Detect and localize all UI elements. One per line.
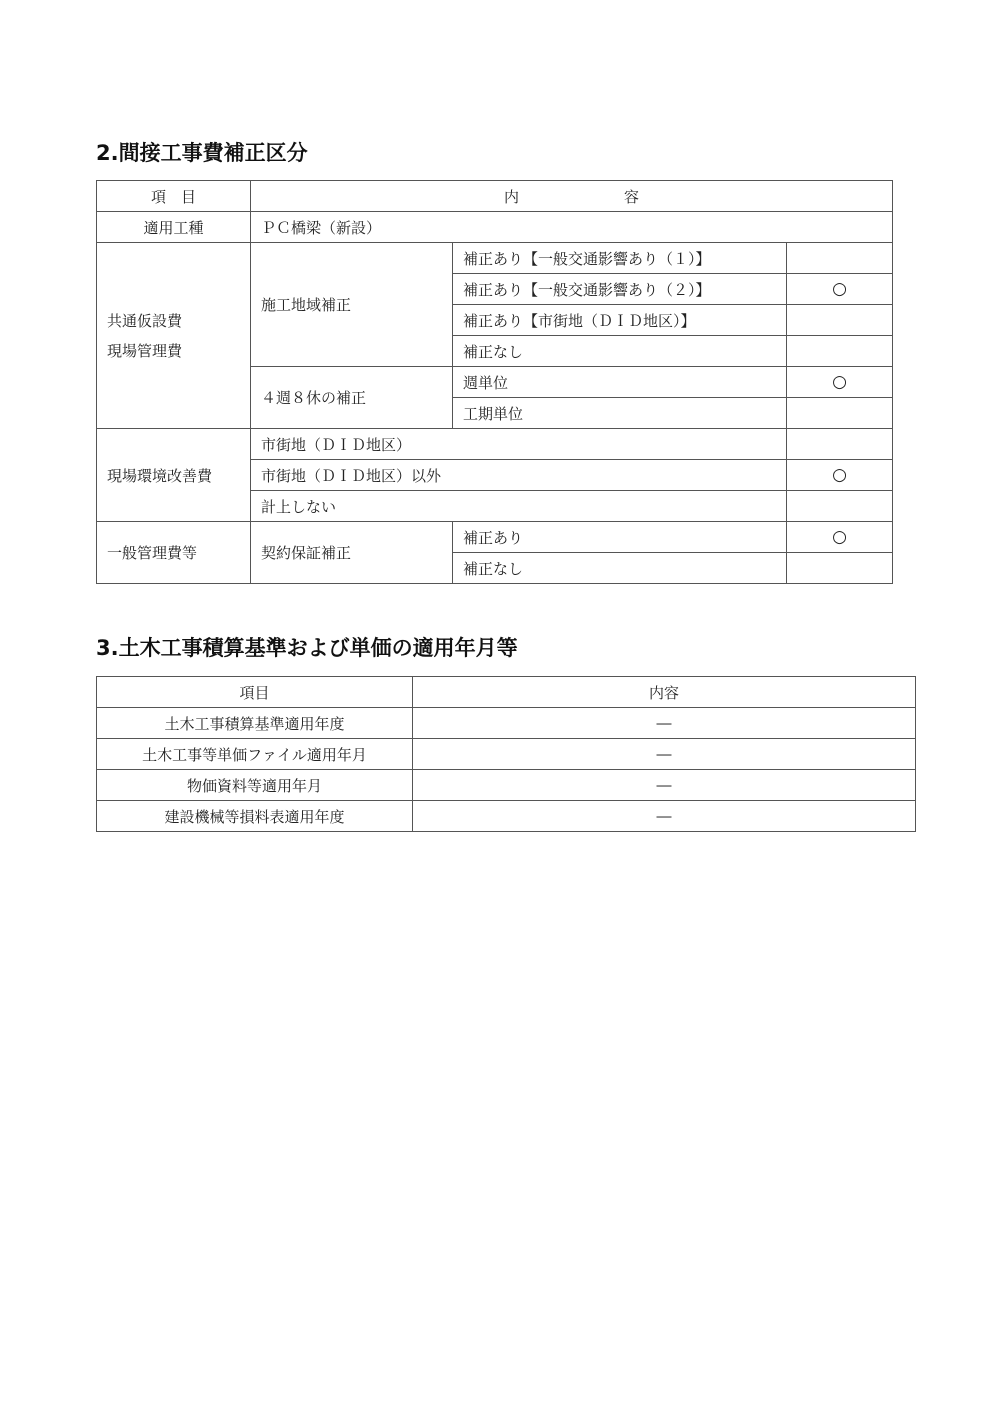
- option-mark: [787, 336, 893, 367]
- header-content: 内 容: [251, 181, 893, 212]
- option-mark: [787, 305, 893, 336]
- table-row: [97, 801, 916, 832]
- applicable-label: 適用工種: [97, 212, 251, 243]
- header-item: 項 目: [97, 181, 251, 212]
- row-value: ―: [413, 739, 916, 770]
- env-improvement-label: 現場環境改善費: [97, 429, 251, 522]
- option-mark: [787, 398, 893, 429]
- option-text: 工期単位: [453, 398, 787, 429]
- table-header-row: [97, 677, 916, 708]
- common-cost-label: [97, 243, 251, 429]
- table-row: [97, 212, 893, 243]
- section-3-title: 3.土木工事積算基準および単価の適用年月等: [96, 636, 518, 660]
- option-mark: [787, 553, 893, 584]
- header-content: 内容: [413, 677, 916, 708]
- week-correction-label: ４週８休の補正: [251, 367, 453, 429]
- option-mark: ○: [787, 460, 893, 491]
- general-admin-label: 一般管理費等: [97, 522, 251, 584]
- table-row: [97, 429, 893, 460]
- option-text: 補正あり【一般交通影響あり（１）】: [453, 243, 787, 274]
- row-item: 建設機械等損料表適用年度: [97, 801, 413, 832]
- option-text: 補正なし: [453, 336, 787, 367]
- option-text: 補正なし: [453, 553, 787, 584]
- option-text: 計上しない: [251, 491, 787, 522]
- row-item: 土木工事等単価ファイル適用年月: [97, 739, 413, 770]
- option-text: 補正あり: [453, 522, 787, 553]
- option-text: 補正あり【一般交通影響あり（２）】: [453, 274, 787, 305]
- table-row: [97, 739, 916, 770]
- option-mark: [787, 243, 893, 274]
- row-value: ―: [413, 801, 916, 832]
- header-item: 項目: [97, 677, 413, 708]
- indirect-cost-correction-table: [96, 180, 893, 584]
- table-header-row: [97, 181, 893, 212]
- option-mark: [787, 429, 893, 460]
- table-row: [97, 522, 893, 553]
- applicable-value: ＰＣ橋梁（新設）: [251, 212, 893, 243]
- row-value: ―: [413, 708, 916, 739]
- option-text: 市街地（ＤＩＤ地区）以外: [251, 460, 787, 491]
- option-mark: ○: [787, 522, 893, 553]
- option-mark: [787, 491, 893, 522]
- table-row: [97, 708, 916, 739]
- option-mark: ○: [787, 367, 893, 398]
- section-2-title: 2.間接工事費補正区分: [96, 141, 308, 165]
- table-row: [97, 770, 916, 801]
- area-correction-label: 施工地域補正: [251, 243, 453, 367]
- applicable-standards-table: [96, 676, 916, 832]
- option-text: 補正あり【市街地（ＤＩＤ地区）】: [453, 305, 787, 336]
- row-item: 物価資料等適用年月: [97, 770, 413, 801]
- table-row: [97, 243, 893, 274]
- common-temporary-label: 共通仮設費: [107, 311, 183, 330]
- option-text: 市街地（ＤＩＤ地区）: [251, 429, 787, 460]
- row-value: ―: [413, 770, 916, 801]
- option-mark: ○: [787, 274, 893, 305]
- row-item: 土木工事積算基準適用年度: [97, 708, 413, 739]
- site-management-label: 現場管理費: [107, 341, 183, 360]
- contract-guarantee-label: 契約保証補正: [251, 522, 453, 584]
- option-text: 週単位: [453, 367, 787, 398]
